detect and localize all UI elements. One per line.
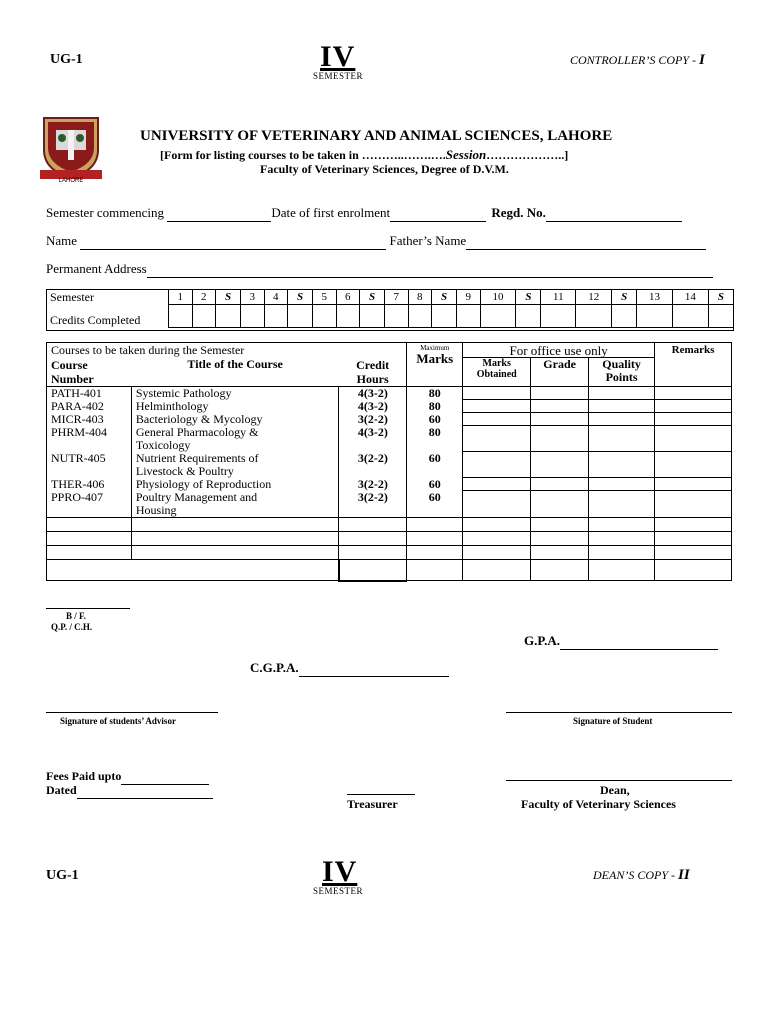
marks-obtained-cell[interactable] bbox=[463, 559, 531, 581]
semester-commencing-label: Semester commencing bbox=[46, 205, 165, 220]
table-row bbox=[47, 413, 732, 426]
max-marks: 60 bbox=[407, 452, 463, 478]
remarks-cell[interactable] bbox=[655, 413, 732, 426]
advisor-signature-label: Signature of students’ Advisor bbox=[60, 716, 176, 726]
credit-hours: 3(2-2) bbox=[339, 478, 407, 491]
grade-cell[interactable] bbox=[531, 517, 589, 531]
semester-cell: S bbox=[612, 290, 637, 305]
remarks-cell[interactable] bbox=[655, 400, 732, 413]
course-title bbox=[131, 452, 339, 478]
regd-no-label: Regd. No. bbox=[491, 205, 546, 220]
regd-no-field[interactable] bbox=[546, 205, 682, 222]
grade-cell[interactable] bbox=[531, 478, 589, 491]
dated-label: Dated bbox=[46, 783, 77, 797]
semester-grid-box bbox=[46, 289, 734, 331]
course-code: PATH-401 bbox=[47, 386, 132, 400]
gpa-label: G.P.A. bbox=[524, 633, 560, 648]
credit-header-1: Credit bbox=[356, 357, 390, 372]
credits-cell[interactable] bbox=[480, 305, 516, 328]
remarks-cell[interactable] bbox=[655, 545, 732, 559]
quality-points-cell[interactable] bbox=[589, 413, 655, 426]
copy-label-text: CONTROLLER’S COPY - bbox=[570, 53, 700, 67]
gpa-field[interactable] bbox=[560, 633, 718, 650]
empty-title-cell[interactable] bbox=[131, 517, 339, 531]
grade-cell[interactable] bbox=[531, 426, 589, 452]
semester-cell: S bbox=[360, 290, 385, 305]
course-code: THER-406 bbox=[51, 476, 105, 491]
max-marks: 60 bbox=[407, 491, 463, 518]
table-row bbox=[47, 545, 732, 559]
row-semester-commencing bbox=[46, 205, 682, 222]
credits-cell[interactable] bbox=[360, 305, 385, 328]
marks-obtained-cell[interactable] bbox=[463, 386, 531, 400]
table-row bbox=[47, 400, 732, 413]
semester-cell: 13 bbox=[637, 290, 673, 305]
credit-hours: 3(2-2) bbox=[339, 491, 407, 518]
remarks-cell[interactable] bbox=[655, 478, 732, 491]
course-code: PHRM-404 bbox=[51, 424, 108, 439]
max-marks: 80 bbox=[407, 426, 463, 452]
permanent-address-label: Permanent Address bbox=[46, 261, 147, 276]
remarks-cell[interactable] bbox=[655, 531, 732, 545]
course-code: NUTR-405 bbox=[51, 450, 106, 465]
credits-cell[interactable] bbox=[169, 305, 193, 328]
credits-cell[interactable] bbox=[313, 305, 337, 328]
empty-title-cell[interactable] bbox=[131, 559, 339, 581]
credits-cell[interactable] bbox=[241, 305, 265, 328]
dated-row bbox=[46, 783, 213, 799]
empty-credit-cell[interactable] bbox=[339, 559, 407, 581]
course-title bbox=[131, 491, 339, 518]
quality-2: Points bbox=[605, 370, 638, 384]
credits-cell[interactable] bbox=[432, 305, 457, 328]
semester-cell: S bbox=[288, 290, 313, 305]
student-signature-line[interactable] bbox=[506, 712, 732, 713]
grade-cell[interactable] bbox=[531, 400, 589, 413]
credit-hours: 4(3-2) bbox=[339, 426, 407, 452]
treasurer-signature-line[interactable] bbox=[347, 794, 415, 795]
course-title-line-2: Toxicology bbox=[135, 437, 191, 452]
course-title-line-1: Poultry Management and bbox=[135, 489, 258, 504]
credits-cell[interactable] bbox=[385, 305, 409, 328]
course-number-header bbox=[47, 358, 132, 387]
form-title-session: Session bbox=[445, 147, 487, 162]
course-title-line-1: Nutrient Requirements of bbox=[135, 450, 259, 465]
quality-points-cell[interactable] bbox=[589, 478, 655, 491]
quality-points-cell[interactable] bbox=[589, 426, 655, 452]
gpa-row bbox=[524, 633, 718, 650]
date-first-enrolment-label: Date of first enrolment bbox=[271, 205, 391, 220]
table-row bbox=[47, 478, 732, 491]
empty-marks-cell[interactable] bbox=[407, 559, 463, 581]
title-header: Title of the Course bbox=[187, 356, 283, 371]
quality-points-cell[interactable] bbox=[589, 400, 655, 413]
marks-obtained-cell[interactable] bbox=[463, 400, 531, 413]
bf-label: B / F. bbox=[66, 611, 86, 621]
course-title bbox=[131, 386, 339, 400]
semester-cell: 9 bbox=[457, 290, 481, 305]
row-address bbox=[46, 261, 713, 278]
qpch-label: Q.P. / C.H. bbox=[51, 622, 93, 632]
credit-hours: 4(3-2) bbox=[339, 386, 407, 400]
cgpa-field[interactable] bbox=[299, 660, 449, 677]
table-row bbox=[47, 386, 732, 400]
form-title-suffix: ………………..] bbox=[486, 148, 569, 162]
empty-code-cell[interactable] bbox=[47, 517, 132, 531]
course-title-line-1: Physiology of Reproduction bbox=[135, 476, 272, 491]
grade-cell[interactable] bbox=[531, 491, 589, 518]
logo-text: LAHORE bbox=[58, 178, 84, 184]
empty-code-cell[interactable] bbox=[47, 545, 132, 559]
course-title-line-1: Systemic Pathology bbox=[135, 385, 232, 400]
table-row bbox=[47, 426, 732, 452]
credits-cell[interactable] bbox=[637, 305, 673, 328]
footer-semester-numeral: IV bbox=[322, 855, 358, 888]
semester-cell: 6 bbox=[336, 290, 360, 305]
footer-copy-label bbox=[593, 867, 690, 884]
semester-row-label: Semester bbox=[50, 289, 94, 304]
course-code: PARA-402 bbox=[51, 398, 104, 413]
marks-obtained-cell[interactable] bbox=[463, 426, 531, 452]
bf-line bbox=[46, 608, 130, 609]
fathers-name-label: Father’s Name bbox=[389, 233, 467, 248]
semester-label: SEMESTER bbox=[313, 71, 364, 81]
grade-header: Grade bbox=[531, 358, 589, 387]
credits-cell[interactable] bbox=[708, 305, 733, 328]
credits-completed-label: Credits Completed bbox=[50, 312, 141, 327]
marks-obtained-cell[interactable] bbox=[463, 478, 531, 491]
quality-points-cell[interactable] bbox=[589, 559, 655, 581]
max-marks: 60 bbox=[407, 413, 463, 426]
semester-cell: 11 bbox=[541, 290, 576, 305]
table-row bbox=[47, 559, 732, 581]
crest-icon bbox=[38, 114, 104, 184]
credit-header-2: Hours bbox=[356, 371, 389, 386]
marks-obtained-cell[interactable] bbox=[463, 413, 531, 426]
credits-cell[interactable] bbox=[336, 305, 360, 328]
advisor-signature-line[interactable] bbox=[46, 712, 218, 713]
remarks-cell[interactable] bbox=[655, 386, 732, 400]
credits-cell[interactable] bbox=[672, 305, 708, 328]
semester-cell: S bbox=[432, 290, 457, 305]
semester-cell: 1 bbox=[169, 290, 193, 305]
credits-cell[interactable] bbox=[457, 305, 481, 328]
marks-obtained-cell[interactable] bbox=[463, 517, 531, 531]
name-label: Name bbox=[46, 233, 78, 248]
remarks-cell[interactable] bbox=[655, 426, 732, 452]
semester-cell: 8 bbox=[408, 290, 432, 305]
course-title-line-2: Housing bbox=[135, 502, 177, 517]
footer-copy-label-text: DEAN’S COPY - bbox=[593, 868, 678, 882]
semester-cell: 2 bbox=[192, 290, 216, 305]
marks-obtained-1: Marks bbox=[482, 358, 511, 369]
course-title bbox=[131, 426, 339, 452]
semester-cell: 14 bbox=[672, 290, 708, 305]
university-logo bbox=[38, 114, 104, 184]
semester-cell: 5 bbox=[313, 290, 337, 305]
course-title-line-1: Bacteriology & Mycology bbox=[135, 411, 263, 426]
empty-marks-cell[interactable] bbox=[407, 545, 463, 559]
treasurer-label: Treasurer bbox=[347, 797, 398, 811]
dated-field[interactable] bbox=[77, 783, 213, 799]
marks-obtained-cell[interactable] bbox=[463, 491, 531, 518]
university-name: UNIVERSITY OF VETERINARY AND ANIMAL SCIENCES, LAHORE bbox=[140, 128, 613, 144]
credits-cell[interactable] bbox=[576, 305, 612, 328]
max-marks: 60 bbox=[407, 478, 463, 491]
course-title-line-1: General Pharmacology & bbox=[135, 424, 259, 439]
cgpa-row bbox=[250, 660, 449, 677]
dean-faculty-label: Faculty of Veterinary Sciences bbox=[521, 797, 676, 811]
course-code: MICR-403 bbox=[51, 411, 104, 426]
fathers-name-field[interactable] bbox=[466, 233, 706, 250]
credit-hours-header bbox=[339, 358, 407, 387]
copy-label-number: I bbox=[699, 52, 705, 68]
marks-obtained-2: Obtained bbox=[476, 369, 517, 380]
marks-label: Marks bbox=[416, 351, 454, 366]
table-row bbox=[47, 452, 732, 478]
credits-cell[interactable] bbox=[216, 305, 241, 328]
course-title bbox=[131, 400, 339, 413]
marks-obtained-cell[interactable] bbox=[463, 531, 531, 545]
quality-points-cell[interactable] bbox=[589, 545, 655, 559]
credits-cell[interactable] bbox=[192, 305, 216, 328]
course-title bbox=[131, 478, 339, 491]
grade-cell[interactable] bbox=[531, 545, 589, 559]
grade-cell[interactable] bbox=[531, 413, 589, 426]
grade-cell[interactable] bbox=[531, 531, 589, 545]
empty-code-cell[interactable] bbox=[47, 531, 132, 545]
semester-cell: S bbox=[216, 290, 241, 305]
table-row bbox=[47, 531, 732, 545]
office-use-header: For office use only bbox=[463, 343, 655, 358]
semester-cell: 3 bbox=[241, 290, 265, 305]
quality-points-cell[interactable] bbox=[589, 517, 655, 531]
empty-credit-cell[interactable] bbox=[339, 517, 407, 531]
marks-obtained-cell[interactable] bbox=[463, 452, 531, 478]
credit-hours: 4(3-2) bbox=[339, 400, 407, 413]
remarks-cell[interactable] bbox=[655, 452, 732, 478]
courses-caption: Courses to be taken during the Semester bbox=[51, 343, 245, 357]
max-marks: 80 bbox=[407, 386, 463, 400]
grade-cell[interactable] bbox=[531, 386, 589, 400]
credits-cell[interactable] bbox=[408, 305, 432, 328]
empty-marks-cell[interactable] bbox=[407, 517, 463, 531]
course-header-1: Course bbox=[51, 357, 88, 372]
semester-cell: 4 bbox=[264, 290, 288, 305]
form-code: UG-1 bbox=[50, 52, 83, 67]
marks-obtained-cell[interactable] bbox=[463, 545, 531, 559]
footer-form-code: UG-1 bbox=[46, 868, 79, 883]
semester-cell: 7 bbox=[385, 290, 409, 305]
max-marks: 80 bbox=[407, 400, 463, 413]
fees-paid-label: Fees Paid upto bbox=[46, 769, 122, 783]
semester-cell: 12 bbox=[576, 290, 612, 305]
form-title-prefix: [Form for listing courses to be taken in ………..…….…. bbox=[160, 148, 446, 162]
copy-label bbox=[570, 52, 705, 69]
dean-signature-line[interactable] bbox=[506, 780, 732, 781]
courses-block bbox=[46, 342, 732, 582]
quality-points-header bbox=[589, 358, 655, 387]
courses-table bbox=[46, 342, 732, 582]
course-title-line-2: Livestock & Poultry bbox=[135, 463, 234, 478]
semester-cell: S bbox=[708, 290, 733, 305]
empty-credit-cell[interactable] bbox=[339, 531, 407, 545]
semester-numeral: IV bbox=[320, 40, 356, 73]
semester-cell: S bbox=[516, 290, 541, 305]
credit-hours: 3(2-2) bbox=[339, 413, 407, 426]
semester-grid bbox=[46, 289, 734, 328]
credit-hours: 3(2-2) bbox=[339, 452, 407, 478]
credits-cell[interactable] bbox=[612, 305, 637, 328]
course-header-2: Number bbox=[51, 371, 94, 386]
maximum-label: Maximum bbox=[420, 344, 450, 352]
empty-code-cell[interactable] bbox=[47, 559, 132, 581]
credits-cell[interactable] bbox=[288, 305, 313, 328]
permanent-address-field[interactable] bbox=[147, 261, 713, 278]
empty-credit-cell[interactable] bbox=[339, 545, 407, 559]
footer-semester-label: SEMESTER bbox=[313, 886, 364, 896]
row-name bbox=[46, 233, 706, 250]
empty-title-cell[interactable] bbox=[131, 531, 339, 545]
footer-copy-label-number: II bbox=[678, 867, 690, 883]
credits-cell[interactable] bbox=[541, 305, 576, 328]
credits-cell[interactable] bbox=[264, 305, 288, 328]
marks-obtained-header bbox=[463, 358, 531, 387]
remarks-cell[interactable] bbox=[655, 491, 732, 518]
empty-title-cell[interactable] bbox=[131, 545, 339, 559]
semester-commencing-field[interactable] bbox=[167, 205, 271, 222]
course-title-line-1: Helminthology bbox=[135, 398, 209, 413]
student-signature-label: Signature of Student bbox=[573, 716, 653, 726]
quality-points-cell[interactable] bbox=[589, 531, 655, 545]
remarks-cell[interactable] bbox=[655, 517, 732, 531]
grade-cell[interactable] bbox=[531, 559, 589, 581]
course-code: PPRO-407 bbox=[51, 489, 104, 504]
quality-points-cell[interactable] bbox=[589, 386, 655, 400]
table-row bbox=[47, 491, 732, 518]
cgpa-label: C.G.P.A. bbox=[250, 660, 299, 675]
semester-cell: 10 bbox=[480, 290, 516, 305]
dean-label: Dean, bbox=[600, 783, 630, 797]
empty-marks-cell[interactable] bbox=[407, 531, 463, 545]
name-field[interactable] bbox=[80, 233, 386, 250]
date-first-enrolment-field[interactable] bbox=[390, 205, 486, 222]
table-row bbox=[47, 517, 732, 531]
quality-1: Quality bbox=[602, 357, 641, 371]
quality-points-cell[interactable] bbox=[589, 491, 655, 518]
grade-cell[interactable] bbox=[531, 452, 589, 478]
credits-cell[interactable] bbox=[516, 305, 541, 328]
remarks-header: Remarks bbox=[655, 343, 732, 387]
form-title bbox=[160, 147, 568, 163]
remarks-cell[interactable] bbox=[655, 559, 732, 581]
quality-points-cell[interactable] bbox=[589, 452, 655, 478]
max-marks-header bbox=[407, 343, 463, 387]
faculty-line: Faculty of Veterinary Sciences, Degree of D.V.M. bbox=[260, 162, 509, 176]
course-title bbox=[131, 413, 339, 426]
